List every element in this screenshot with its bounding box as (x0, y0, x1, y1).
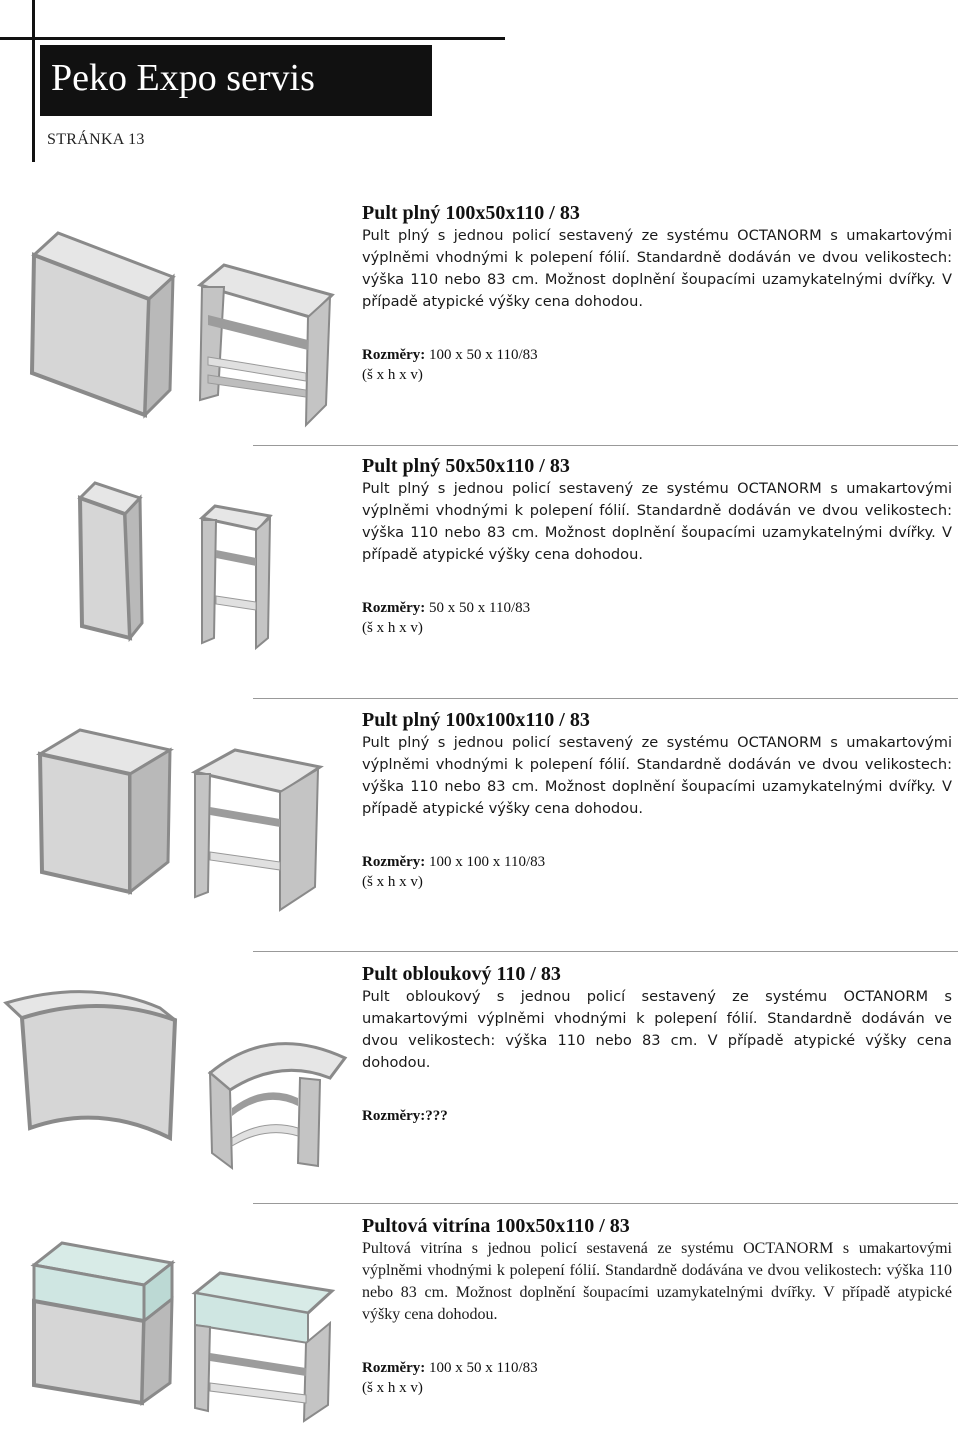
counter-full-50x50-image (70, 478, 310, 683)
product-info (362, 201, 952, 383)
header-horizontal-rule (0, 37, 505, 40)
dimensions-legend: (š x h x v) (362, 1380, 423, 1396)
product-dimensions (362, 598, 530, 638)
product-title: Pult plný 50x50x110 / 83 (362, 455, 570, 477)
dimensions-legend: (š x h x v) (362, 367, 423, 383)
product-info (362, 454, 952, 636)
product-description: Pult plný s jednou policí sestavený ze systému OCTANORM s umakartovými výplněmi vhodnými k polepení fólií. Standardně dodáván ve dvou velikostech: výška 110 nebo 83 cm. Možnost doplnění šoupacími uzamykatelnými dvířky. V případě atypické výšky cena dohodou. (362, 227, 952, 310)
product-info (362, 708, 952, 890)
product-title: Pult plný 100x100x110 / 83 (362, 709, 590, 731)
section-divider (253, 951, 958, 952)
product-dimensions (362, 852, 545, 892)
dimensions-label: Rozměry: (362, 347, 426, 363)
counter-full-100x100-image (30, 722, 330, 927)
product-title: Pult obloukový 110 / 83 (362, 963, 561, 985)
product-info (362, 1214, 952, 1396)
product-description: Pultová vitrína s jednou policí sestavená ze systému OCTANORM s umakartovými výplněmi vhodnými k polepení fólií. Standardně dodávána ve dvou velikostech: výška 110 nebo 83 cm. Možnost doplnění šoupacími uzamykatelnými dvířky. V případě atypické výšky cena dohodou. (362, 1240, 952, 1323)
display-counter-image (20, 1233, 340, 1423)
header-vertical-rule (32, 0, 35, 162)
counter-full-100x50-image (28, 225, 338, 430)
product-section (0, 956, 960, 1201)
product-description: Pult obloukový s jednou policí sestavený ze systému OCTANORM s umakartovými výplněmi vhodnými k polepení fólií. Standardně dodáván ve dvou velikostech: výška 110 nebo 83 cm. V případě atypické výšky cena dohodou. (362, 988, 952, 1071)
product-dimensions (362, 1358, 538, 1398)
product-section (0, 1208, 960, 1423)
dimensions-label: Rozměry: (362, 1360, 426, 1376)
product-dimensions (362, 345, 538, 385)
page-title: Peko Expo servis (51, 57, 315, 99)
section-divider (253, 1203, 958, 1204)
product-title: Pult plný 100x50x110 / 83 (362, 202, 580, 224)
dimensions-value: ??? (425, 1108, 448, 1124)
page-number: STRÁNKA 13 (47, 131, 145, 148)
counter-curved-image (0, 978, 350, 1178)
dimensions-value: 50 x 50 x 110/83 (429, 600, 531, 616)
product-description: Pult plný s jednou policí sestavený ze systému OCTANORM s umakartovými výplněmi vhodnými k polepení fólií. Standardně dodáván ve dvou velikostech: výška 110 nebo 83 cm. Možnost doplnění šoupacími uzamykatelnými dvířky. V případě atypické výšky cena dohodou. (362, 480, 952, 563)
dimensions-value: 100 x 50 x 110/83 (429, 1360, 538, 1376)
section-divider (253, 445, 958, 446)
product-title: Pultová vitrína 100x50x110 / 83 (362, 1215, 630, 1237)
section-divider (253, 698, 958, 699)
dimensions-value: 100 x 50 x 110/83 (429, 347, 538, 363)
product-section (0, 702, 960, 952)
dimensions-label: Rozměry: (362, 854, 426, 870)
dimensions-label: Rozměry: (362, 600, 426, 616)
product-info (362, 962, 952, 1124)
dimensions-value: 100 x 100 x 110/83 (429, 854, 546, 870)
dimensions-legend: (š x h x v) (362, 874, 423, 890)
dimensions-label: Rozměry: (362, 1108, 426, 1124)
product-section (0, 195, 960, 445)
product-description: Pult plný s jednou policí sestavený ze systému OCTANORM s umakartovými výplněmi vhodnými k polepení fólií. Standardně dodáván ve dvou velikostech: výška 110 nebo 83 cm. Možnost doplnění šoupacími uzamykatelnými dvířky. V případě atypické výšky cena dohodou. (362, 734, 952, 817)
product-dimensions (362, 1106, 448, 1126)
dimensions-legend: (š x h x v) (362, 620, 423, 636)
product-section (0, 448, 960, 698)
